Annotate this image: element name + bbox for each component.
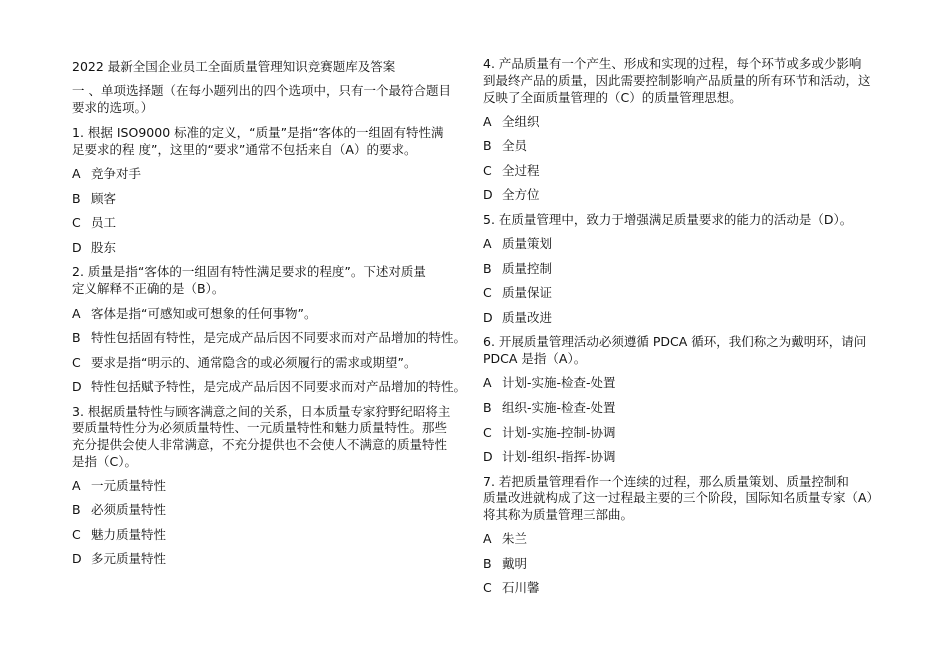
question-text-line: 充分提供会使人非常满意，不充分提供也不会使人不满意的质量特性 (72, 437, 448, 452)
question-text-line: 4. 产品质量有一个产生、形成和实现的过程，每个环节或多或少影响 (483, 56, 862, 71)
option-letter: C (483, 285, 492, 300)
question-text-line: 2. 质量是指“客体的一组固有特性满足要求的程度”。下述对质量 (72, 264, 426, 279)
question-text-line: 1. 根据 ISO9000 标准的定义，“质量”是指“客体的一组固有特性满 (72, 125, 444, 140)
option-text: 全组织 (502, 114, 540, 129)
option-text: 要求是指“明示的、通常隐含的或必须履行的需求或期望”。 (91, 355, 417, 370)
question-text-line: 定义解释不正确的是（B）。 (72, 281, 225, 296)
answer-option (72, 501, 166, 519)
option-text: 朱兰 (502, 531, 528, 546)
answer-option (72, 378, 466, 396)
option-text: 计划-组织-指挥-协调 (502, 449, 616, 464)
answer-option (483, 399, 616, 417)
answer-option (72, 354, 416, 372)
answer-option (72, 239, 116, 257)
question-text-line: 反映了全面质量管理的（C）的质量管理思想。 (483, 90, 742, 105)
option-letter: D (72, 551, 82, 566)
option-text: 股东 (91, 240, 117, 255)
question-text-line: 3. 根据质量特性与顾客满意之间的关系，日本质量专家狩野纪昭将主 (72, 404, 451, 419)
document-title: 2022 最新全国企业员工全面质量管理知识竞赛题库及答案 (72, 59, 396, 74)
question-text-line: PDCA 是指（A）。 (483, 351, 587, 366)
option-letter: B (72, 191, 81, 206)
option-text: 计划-实施-检查-处置 (502, 375, 616, 390)
option-text: 质量控制 (502, 261, 553, 276)
option-letter: B (483, 556, 492, 571)
question-text-line: 质量改进就构成了这一过程最主要的三个阶段，国际知名质量专家（A） (483, 490, 880, 505)
option-letter: C (483, 425, 492, 440)
option-letter: C (72, 355, 81, 370)
question-text-line: 要质量特性分为必须质量特性、一元质量特性和魅力质量特性。那些 (72, 420, 448, 435)
question-text-line: 5. 在质量管理中，致力于增强满足质量要求的能力的活动是（D）。 (483, 212, 853, 227)
answer-option (483, 260, 552, 278)
option-text: 多元质量特性 (91, 551, 167, 566)
question-text-line: 7. 若把质量管理看作一个连续的过程，那么质量策划、质量控制和 (483, 474, 849, 489)
answer-option (483, 186, 540, 204)
question-text-line: 是指（C）。 (72, 454, 137, 469)
option-letter: D (483, 187, 493, 202)
answer-option (483, 424, 616, 442)
answer-option (483, 284, 552, 302)
answer-option (483, 448, 616, 466)
option-text: 石川馨 (502, 580, 540, 595)
option-letter: C (483, 163, 492, 178)
option-letter: A (483, 114, 492, 129)
option-text: 员工 (91, 215, 117, 230)
answer-option (72, 190, 116, 208)
answer-option (72, 329, 466, 347)
answer-option (72, 165, 141, 183)
question-text-line: 到最终产品的质量，因此需要控制影响产品质量的所有环节和活动，这 (483, 73, 871, 88)
option-text: 组织-实施-检查-处置 (502, 400, 616, 415)
option-letter: D (483, 310, 493, 325)
answer-option (483, 113, 540, 131)
answer-option (483, 162, 540, 180)
option-letter: B (72, 502, 81, 517)
option-text: 一元质量特性 (91, 478, 167, 493)
option-text: 客体是指“可感知或可想象的任何事物”。 (91, 306, 317, 321)
question-text-line: 6. 开展质量管理活动必须遵循 PDCA 循环，我们称之为戴明环，请问 (483, 334, 867, 349)
option-text: 特性包括固有特性，是完成产品后因不同要求而对产品增加的特性。 (91, 330, 467, 345)
option-letter: C (72, 527, 81, 542)
question-text-line: 要求的选项。） (72, 100, 154, 115)
option-text: 全过程 (502, 163, 540, 178)
option-letter: A (483, 236, 492, 251)
option-letter: B (483, 261, 492, 276)
option-letter: A (483, 375, 492, 390)
option-text: 竞争对手 (91, 166, 142, 181)
answer-option (483, 309, 552, 327)
answer-option (72, 214, 116, 232)
answer-option (483, 374, 616, 392)
option-letter: D (72, 240, 82, 255)
option-letter: A (72, 306, 81, 321)
option-letter: D (483, 449, 493, 464)
option-text: 顾客 (91, 191, 117, 206)
option-text: 质量策划 (502, 236, 553, 251)
option-letter: A (72, 478, 81, 493)
option-text: 计划-实施-控制-协调 (502, 425, 616, 440)
answer-option (483, 235, 552, 253)
option-text: 特性包括赋予特性，是完成产品后因不同要求而对产品增加的特性。 (91, 379, 467, 394)
answer-option (483, 137, 527, 155)
option-text: 质量改进 (502, 310, 553, 325)
answer-option (72, 526, 166, 544)
answer-option (483, 555, 527, 573)
answer-option (72, 550, 166, 568)
question-text-line: 将其称为质量管理三部曲。 (483, 507, 634, 522)
option-text: 戴明 (502, 556, 528, 571)
option-letter: C (72, 215, 81, 230)
option-text: 质量保证 (502, 285, 553, 300)
option-letter: B (483, 138, 492, 153)
option-text: 全方位 (502, 187, 540, 202)
option-letter: B (72, 330, 81, 345)
answer-option (483, 530, 527, 548)
option-letter: D (72, 379, 82, 394)
answer-option (483, 579, 540, 597)
answer-option (72, 477, 166, 495)
option-letter: B (483, 400, 492, 415)
answer-option (72, 305, 316, 323)
option-letter: A (72, 166, 81, 181)
question-text-line: 一 、单项选择题（在每小题列出的四个选项中，只有一个最符合题目 (72, 83, 451, 98)
option-text: 魅力质量特性 (91, 527, 167, 542)
question-text-line: 足要求的程 度”，这里的“要求”通常不包括来自（A）的要求。 (72, 142, 417, 157)
option-letter: C (483, 580, 492, 595)
option-text: 全员 (502, 138, 528, 153)
option-letter: A (483, 531, 492, 546)
option-text: 必须质量特性 (91, 502, 167, 517)
